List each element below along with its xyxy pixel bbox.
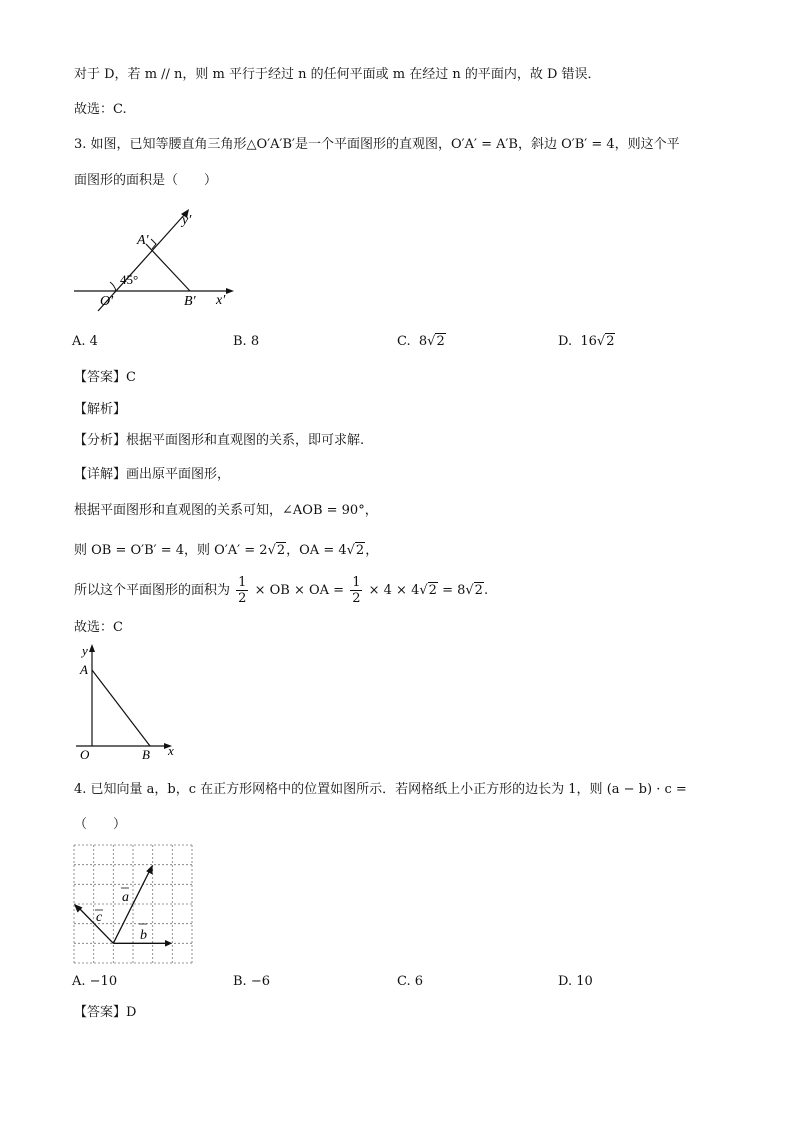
q3-analysis-tag: 【解析】 — [74, 402, 127, 417]
label-o-prime: O′ — [100, 294, 114, 309]
q3-option-c: C. 8√2 — [397, 334, 445, 349]
label-o: O — [80, 747, 90, 762]
fraction-half-1: $\frac{1}{2}$ — [238, 575, 247, 606]
q3-step3: 所以这个平面图形的面积为 $\frac{1}{2}$ × OB × OA = $\frac{1}{2}$ × 4 × 4√2 = 8√2. — [74, 575, 489, 606]
label-angle: 45° — [120, 272, 139, 287]
label-y-prime: y′ — [182, 213, 192, 228]
q4-stem-line1: 4. 已知向量 a，b，c 在正方形网格中的位置如图所示．若网格纸上小正方形的边长为 1，则 (a − b) · c = — [74, 782, 687, 797]
vector-a-arrow — [146, 865, 153, 875]
q3-xiangjie: 【详解】画出原平面图形， — [74, 467, 231, 482]
q4-answer: 【答案】D — [74, 1005, 137, 1020]
prev-d-text: 对于 D，若 m // n，则 m 平行于经过 n 的任何平面或 m 在经过 n 的平面内，故 D 错误． — [74, 67, 601, 82]
q3-answer: 【答案】C — [74, 370, 136, 385]
q4-stem-line2: （ ） — [74, 817, 127, 832]
label-a: A — [80, 662, 88, 677]
angle-arc — [110, 282, 116, 291]
q3-stem-line1: 3. 如图，已知等腰直角三角形△O′A′B′是一个平面图形的直观图，O′A′ = A′B，斜边 O′B′ = 4，则这个平 — [74, 137, 680, 152]
label-y: y — [82, 643, 88, 658]
q3-step1: 根据平面图形和直观图的关系可知，∠AOB = 90°， — [74, 503, 378, 518]
label-b: B — [142, 747, 150, 762]
segment-a-b — [92, 670, 150, 746]
q4-grid-figure — [72, 843, 196, 967]
q3-fenxi: 【分析】根据平面图形和直观图的关系，即可求解. — [74, 433, 365, 448]
q3-choice: 故选：C — [74, 620, 123, 635]
y-arrow — [89, 644, 95, 652]
q4-option-a: A. −10 — [72, 974, 118, 989]
q4-option-d: D. 10 — [558, 974, 593, 989]
q3-step2: 则 OB = O′B′ = 4，则 O′A′ = 2√2，OA = 4√2， — [74, 543, 379, 558]
q4-option-b: B. −6 — [233, 974, 270, 989]
q4-option-c: C. 6 — [397, 974, 424, 989]
label-c: c — [96, 910, 103, 925]
q3-figure — [68, 204, 238, 316]
q3-original-figure — [70, 642, 190, 764]
label-b: b — [140, 928, 147, 943]
prev-choice: 故选：C. — [74, 102, 127, 117]
fraction-half-2: $\frac{1}{2}$ — [352, 575, 361, 606]
label-a-prime: A′ — [137, 233, 149, 248]
q3-option-a: A. 4 — [72, 334, 98, 349]
label-a: a — [122, 890, 129, 905]
vector-b-arrow — [165, 940, 172, 947]
segment-a-b — [146, 244, 190, 291]
x-arrow — [226, 288, 234, 294]
q3-stem-line2: 面图形的面积是（ ） — [74, 173, 218, 188]
q3-option-d: D. 16√2 — [558, 334, 615, 349]
label-x: x — [168, 743, 174, 758]
q3-option-b: B. 8 — [233, 334, 260, 349]
label-b-prime: B′ — [184, 294, 196, 309]
label-x-prime: x′ — [216, 293, 226, 308]
